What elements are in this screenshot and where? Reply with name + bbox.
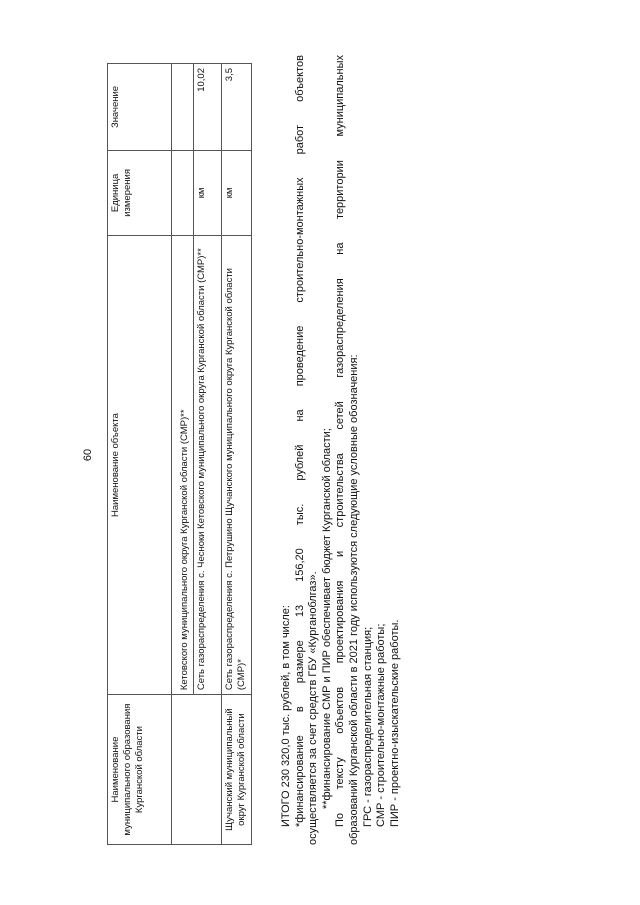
value-cell: 10,02 <box>194 64 222 151</box>
note-1-line-2: осуществляется за счет средств ГБУ «Курганоблгаз». <box>307 571 320 845</box>
header-municipality: Наименование муниципального образования Курганской области <box>108 695 172 845</box>
paragraph-line-2: образований Курганской области в 2021 году используются следующие условные обозначения: <box>347 354 360 845</box>
value-cell <box>172 64 194 151</box>
unit-cell: км <box>194 150 222 235</box>
municipality-cell <box>172 695 222 845</box>
header-object: Наименование объекта <box>108 235 172 694</box>
total-line: ИТОГО 230 320,0 тыс. рублей, в том числе: <box>280 605 292 827</box>
paragraph-line-1: По тексту объектов проектирования и строительства сетей газораспределения на территории муниципальных <box>334 55 347 827</box>
note-1-line-1: *финансирование в размере 13 156,20 тыс. рублей на проведение строительно-монтажных работ объектов <box>293 55 306 827</box>
header-unit: Единица измерения <box>108 150 172 235</box>
table-row <box>172 64 194 845</box>
municipality-cell: Щучанский муниципальный округ Курганской области <box>222 695 252 845</box>
table-row <box>222 64 252 845</box>
value-cell: 3,5 <box>222 64 252 151</box>
notes-block <box>280 55 402 845</box>
abbreviation-pir: ПИР - проектно-изыскательские работы. <box>388 619 401 827</box>
abbreviation-grs: ГРС - газораспределительная станция; <box>361 626 374 827</box>
unit-cell: км <box>222 150 252 235</box>
note-2: **финансирование СМР и ПИР обеспечивает бюджет Курганской области; <box>320 428 333 809</box>
gas-network-table <box>107 63 252 845</box>
page-number: 60 <box>82 448 94 462</box>
object-cell: Кетовского муниципального округа Курганской области (СМР)** <box>172 235 194 694</box>
object-cell: Сеть газораспределения с. Петрушино Щучанского муниципального округа Курганской области (СМР)* <box>222 235 252 694</box>
header-value: Значение <box>108 64 172 151</box>
unit-cell <box>172 150 194 235</box>
abbreviation-smr: СМР - строительно-монтажные работы; <box>375 623 388 827</box>
object-cell: Сеть газораспределения с. Чесноки Кетовского муниципального округа Курганской области (СМР)** <box>194 235 222 694</box>
table-header-row <box>108 64 172 845</box>
